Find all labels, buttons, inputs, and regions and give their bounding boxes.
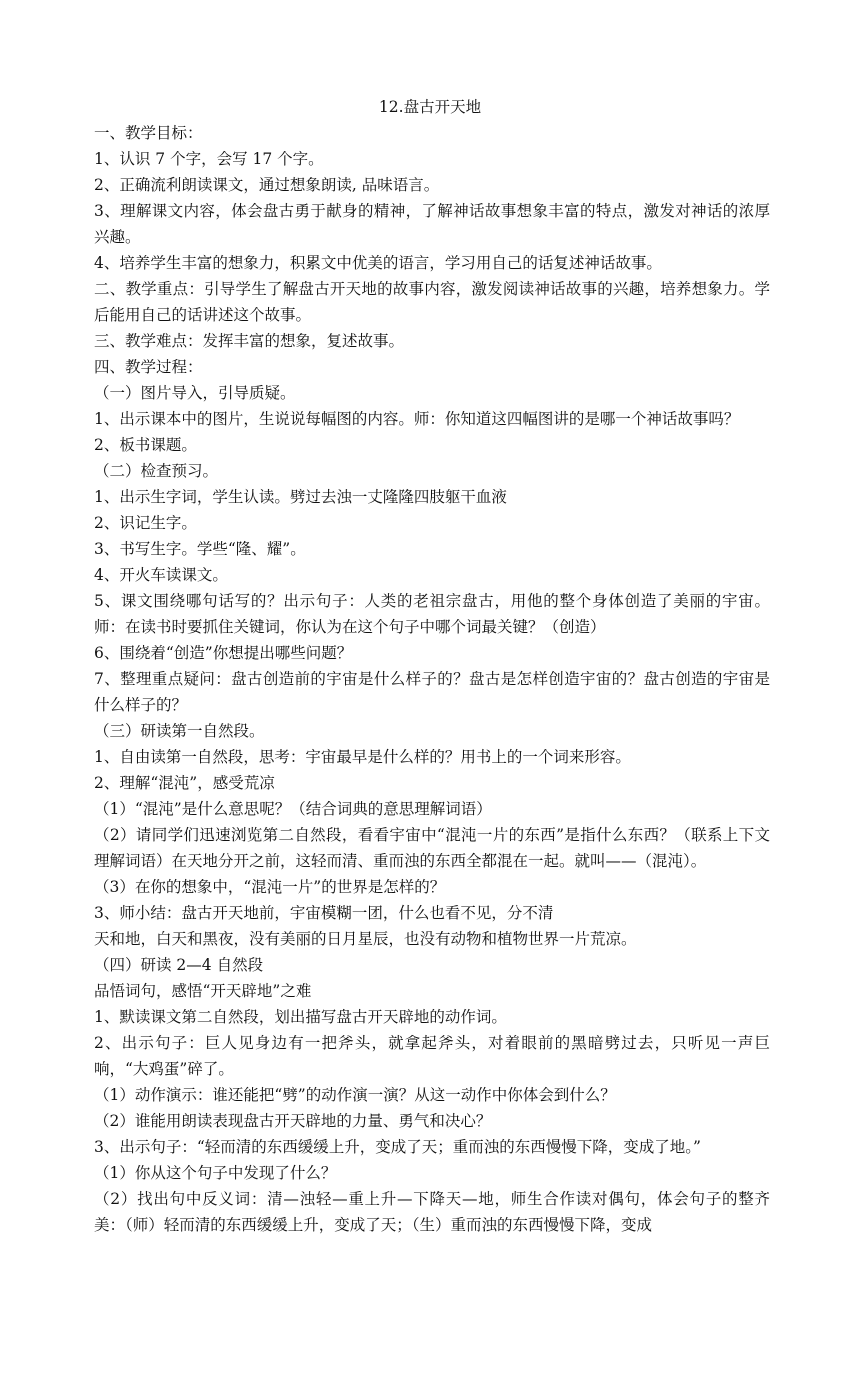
document-line: 2、理解“混沌”，感受荒凉 <box>94 774 275 792</box>
document-line: （四）研读 2—4 自然段 <box>94 956 264 974</box>
document-line: 2、出示句子：巨人见身边有一把斧头，就拿起斧头，对着眼前的黑暗劈过去，只听见一声巨响，“大鸡蛋”碎了。 <box>94 1034 770 1078</box>
document-line: 7、整理重点疑问：盘古创造前的宇宙是什么样子的？盘古是怎样创造宇宙的？盘古创造的宇宙是什么样子的？ <box>94 670 770 714</box>
document-line: 3、出示句子：“轻而清的东西缓缓上升，变成了天；重而浊的东西慢慢下降，变成了地。” <box>94 1138 701 1156</box>
document-line: 2、正确流利朗读课文，通过想象朗读, 品味语言。 <box>94 176 440 194</box>
document-line: 5、课文围绕哪句话写的？出示句子：人类的老祖宗盘古，用他的整个身体创造了美丽的宇宙。师：在读书时要抓住关键词，你认为在这个句子中哪个词最关键？（创造） <box>94 592 770 636</box>
document-line: 品悟词句，感悟“开天辟地”之难 <box>94 982 312 1000</box>
document-line: 1、出示生字词，学生认读。劈过去浊一丈隆隆四肢躯干血液 <box>94 488 507 506</box>
document-line: 4、培养学生丰富的想象力，积累文中优美的语言，学习用自己的话复述神话故事。 <box>94 254 662 272</box>
document-line: 天和地，白天和黑夜，没有美丽的日月星辰，也没有动物和植物世界一片荒凉。 <box>94 930 637 948</box>
document-line: （二）检查预习。 <box>94 462 219 480</box>
document-line: （2）谁能用朗读表现盘古开天辟地的力量、勇气和决心？ <box>94 1112 492 1130</box>
document-line: （三）研读第一自然段。 <box>94 722 265 740</box>
document-line: （1）“混沌”是什么意思呢？（结合词典的意思理解词语） <box>94 800 492 818</box>
document-line: 3、书写生字。学些“隆、耀”。 <box>94 540 306 558</box>
document-line: 一、教学目标： <box>94 124 203 142</box>
document-line: 2、板书课题。 <box>94 436 197 454</box>
document-line: 1、出示课本中的图片，生说说每幅图的内容。师：你知道这四幅图讲的是哪一个神话故事吗？ <box>94 410 740 428</box>
document-line: （1）你从这个句子中发现了什么？ <box>94 1164 337 1182</box>
document-line: 6、围绕着“创造”你想提出哪些问题？ <box>94 644 353 662</box>
document-line: 4、开火车读课文。 <box>94 566 228 584</box>
document-line: 二、教学重点：引导学生了解盘古开天地的故事内容，激发阅读神话故事的兴趣，培养想象力。学后能用自己的话讲述这个故事。 <box>94 280 770 324</box>
document-line: （一）图片导入，引导质疑。 <box>94 384 296 402</box>
document-line: 3、理解课文内容，体会盘古勇于献身的精神，了解神话故事想象丰富的特点，激发对神话的浓厚兴趣。 <box>94 202 770 246</box>
document-line: 四、教学过程： <box>94 358 203 376</box>
document-line: 2、识记生字。 <box>94 514 197 532</box>
document-line: 1、自由读第一自然段，思考：宇宙最早是什么样的？用书上的一个词来形容。 <box>94 748 631 766</box>
document-line: 三、教学难点：发挥丰富的想象，复述故事。 <box>94 332 405 350</box>
document-line: 3、师小结：盘古开天地前，宇宙模糊一团，什么也看不见，分不清 <box>94 904 554 922</box>
document-line: （1）动作演示：谁还能把“劈”的动作演一演？从这一动作中你体会到什么？ <box>94 1086 616 1104</box>
document-line: （2）找出句中反义词：清—浊轻—重上升—下降天—地，师生合作读对偶句，体会句子的整齐美：（师）轻而清的东西缓缓上升，变成了天；（生）重而浊的东西慢慢下降，变成 <box>94 1190 770 1234</box>
page-title: 12.盘古开天地 <box>378 98 482 116</box>
document-line: 1、默读课文第二自然段，划出描写盘古开天辟地的动作词。 <box>94 1008 507 1026</box>
document-line: （3）在你的想象中，“混沌一片”的世界是怎样的？ <box>94 878 446 896</box>
document-line: （2）请同学们迅速浏览第二自然段，看看宇宙中“混沌一片的东西”是指什么东西？（联系上下文理解词语）在天地分开之前，这轻而清、重而浊的东西全都混在一起。就叫——（混沌）。 <box>94 826 770 870</box>
document-body <box>94 120 770 1238</box>
document-line: 1、认识 7 个字，会写 17 个字。 <box>94 150 324 168</box>
